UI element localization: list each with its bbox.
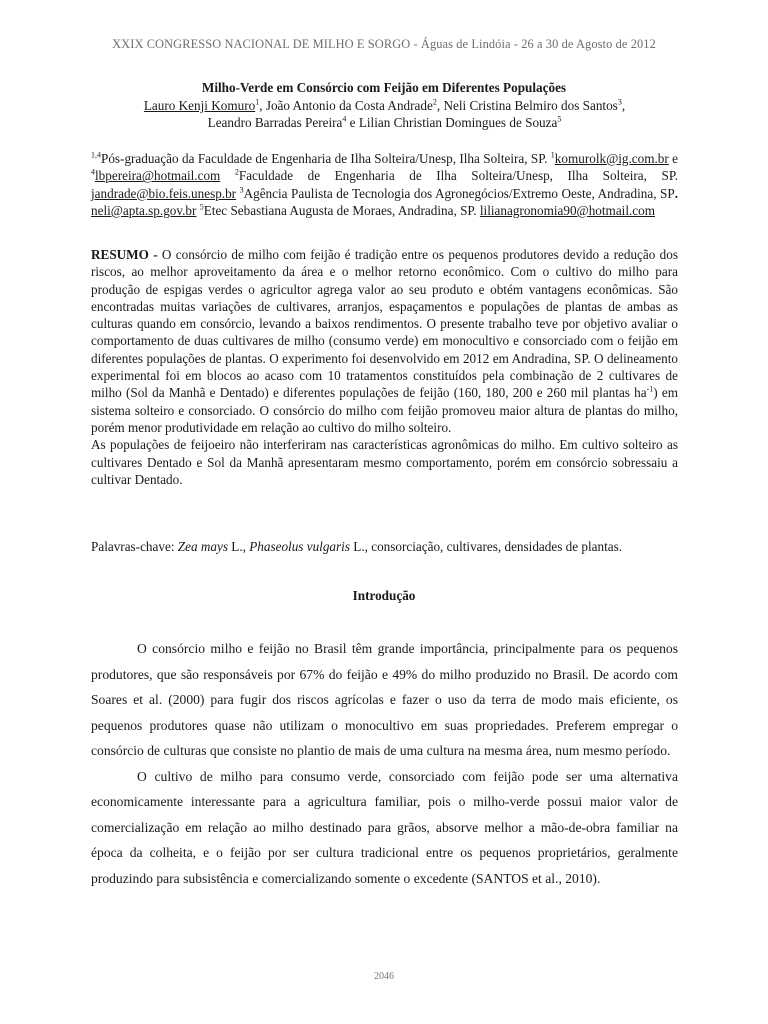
affil-sup-4: 4 [91, 167, 95, 177]
abstract-sup: -1 [646, 384, 654, 394]
author-2-sup: 2 [432, 97, 437, 107]
abstract-text-1b: ) em sistema solteiro e consorciado. O consórcio do milho com feijão promoveu maior altura de plantas do milho, porém menor produtividade em relação ao cultivo do milho solteiro. [91, 385, 678, 435]
keyword-sep-1: L., [227, 539, 250, 554]
abstract-paragraph-1 [91, 246, 678, 436]
affil-sup-1: 1 [550, 150, 555, 160]
author-3-sup: 3 [617, 97, 622, 107]
abstract-text-1a: O consórcio de milho com feijão é tradição entre os pequenos produtores devido a redução dos riscos, ao melhor aproveitamento da área e o melhor retorno econômico. Com o cultivo do milho para produção de espigas verdes o agricultor agrega valor ao seu produto e obtém vantagens econômicas. São encontradas muitas variações de cultivares, arranjos, espaçamentos e populações de plantas de ambas as culturas quando em consórcio, levando a baixos rendimentos. O presente trabalho teve por objetivo avaliar o comportamento de duas cultivares de milho (consumo verde) em monocultivo e consorciado com o feijão em diferentes populações de plantas. O experimento foi desenvolvido em 2012 em Andradina, SP. O delineamento experimental foi em blocos ao acaso com 10 tratamentos constituídos pela combinação de 2 cultivares de milho (Sol da Manhã e Dentado) e diferentes populações de feijão (160, 180, 200 e 260 mil plantas ha [91, 247, 678, 401]
author-3: , Neli Cristina Belmiro dos Santos [436, 98, 618, 113]
author-2: , João Antonio da Costa Andrade [259, 98, 433, 113]
author-4-sup: 4 [342, 114, 347, 124]
email-link-3[interactable]: neli@apta.sp.gov.br [91, 202, 197, 218]
affil-2-text: Faculdade de Engenharia de Ilha Solteira/Unesp, Ilha Solteira, SP. [238, 168, 678, 184]
email-link-4[interactable]: lbpereira@hotmail.com [95, 168, 221, 184]
author-5-sup: 5 [557, 114, 562, 124]
affil-3-text: Agência Paulista de Tecnologia dos Agronegócios/Extremo Oeste, Andradina, SP [243, 185, 675, 201]
keywords [91, 538, 678, 555]
affil-5-text: Etec Sebastiana Augusta de Moraes, Andradina, SP. [203, 202, 480, 218]
email-link-1[interactable]: komurolk@ig.com.br [554, 151, 669, 166]
affil-and: e [668, 151, 678, 166]
email-link-5[interactable]: lilianagronomia90@hotmail.com [479, 202, 655, 218]
email-link-2[interactable]: jandrade@bio.feis.unesp.br [91, 185, 237, 201]
affil-sup-2: 2 [234, 167, 239, 177]
affil-sup-5: 5 [199, 202, 204, 212]
affil-dot: . [674, 185, 678, 201]
author-1-sup: 1 [255, 97, 260, 107]
author-trail: , [621, 98, 626, 113]
affil-sup-3: 3 [239, 185, 244, 195]
affil-sup-14: 1,4 [91, 150, 101, 160]
page-number: 2046 [374, 971, 394, 982]
keyword-zea-mays: Zea mays [177, 539, 228, 554]
paper-title: Milho-Verde em Consórcio com Feijão em Diferentes Populações [201, 80, 567, 95]
author-4: Leandro Barradas Pereira [207, 115, 343, 131]
section-heading-introducao: Introdução [352, 588, 416, 603]
author-list [91, 97, 678, 132]
abstract [91, 246, 678, 488]
author-1[interactable]: Lauro Kenji Komuro [143, 98, 256, 113]
intro-paragraph-2: O cultivo de milho para consumo verde, consorciado com feijão pode ser uma alternativa economicamente interessante para a agricultura familiar, pois o milho-verde possui maior valor de comercialização em relação ao milho destinado para grãos, absorve melhor a mão-de-obra familiar na época da colheita, e o feijão por ser cultura tradicional entre os pequenos proprietários, geralmente produzindo para subsistência e comercializando somente o excedente (SANTOS et al., 2010). [91, 768, 678, 886]
abstract-paragraph-2: As populações de feijoeiro não interferiram nas características agronômicas do milho. Em cultivo solteiro as cultivares Dentado e Sol da Manhã apresentaram mesmo comportamento, porém em consórcio sobressaiu a cultivar Dentado. [91, 437, 678, 487]
keyword-rest: L., consorciação, cultivares, densidades de plantas. [349, 539, 623, 554]
affil-1-text: Pós-graduação da Faculdade de Engenharia de Ilha Solteira/Unesp, Ilha Solteira, SP. [101, 151, 548, 166]
running-header: XXIX CONGRESSO NACIONAL DE MILHO E SORGO - Águas de Lindóia - 26 a 30 de Agosto de 2012 [112, 37, 656, 51]
affiliations [91, 150, 678, 219]
introduction-body [91, 636, 678, 891]
keyword-phaseolus: Phaseolus vulgaris [249, 539, 350, 554]
abstract-label: RESUMO - [91, 247, 158, 262]
intro-paragraph-1: O consórcio milho e feijão no Brasil têm grande importância, principalmente para os pequenos produtores, que são responsáveis por 67% do feijão e 49% do milho produzido no Brasil. De acordo com Soares et al. (2000) para fugir dos riscos agrícolas e fazer o uso da terra de modo mais eficiente, os pequenos produtores quase não utilizam o monocultivo em suas propriedades. Preferem empregar o consórcio de culturas que consiste no plantio de mais de uma cultura na mesma área, num mesmo período. [91, 641, 678, 758]
author-5: e Lilian Christian Domingues de Souza [346, 115, 558, 131]
keywords-label: Palavras-chave: [91, 539, 178, 554]
